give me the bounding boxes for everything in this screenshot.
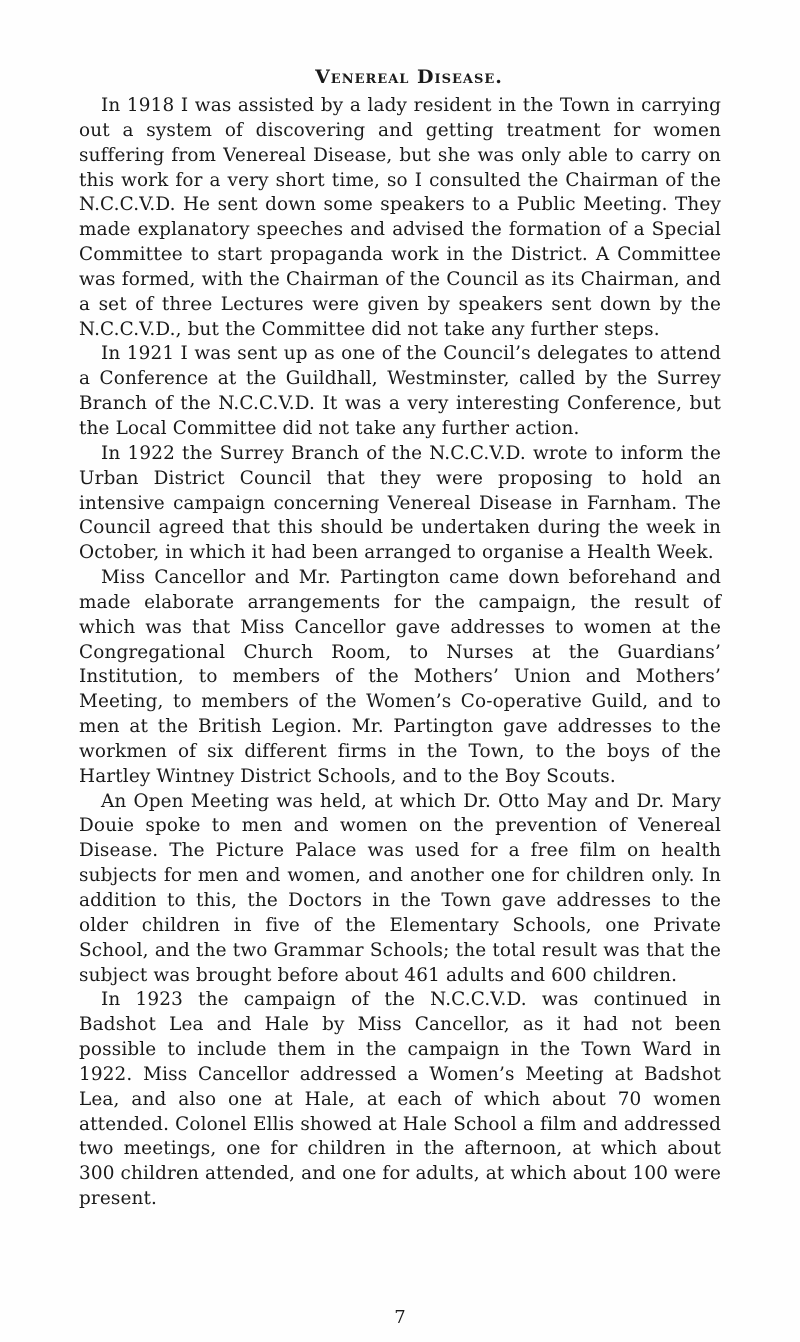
paragraph-open-meeting: An Open Meeting was held, at which Dr. Otto May and Dr. Mary Douie spoke to men and women on the prevention of Venereal Disease. The Picture Palace was used for a free film on health subjects for men and women, and another one for children only. In addition to this, the Doctors in the Town gave addresses to the older children in five of the Elementary Schools, one Private School, and the two Grammar Schools; the total result was that the subject was brought before about 461 adults and 600 children. <box>79 790 721 986</box>
paragraph-campaign-arrangements: Miss Cancellor and Mr. Partington came down beforehand and made elaborate arrangements for the campaign, the result of which was that Miss Cancellor gave addresses to women at the Congregational Church Room, to Nurses at the Guardians’ Institution, to members of the Mothers’ Union and Mothers’ Meeting, to members of the Women’s Co-operative Guild, and to men at the British Legion. Mr. Partington gave addresses to the workmen of six different firms in the Town, to the boys of the Hartley Wintney District Schools, and to the Boy Scouts. <box>79 567 721 787</box>
paragraph-1921: In 1921 I was sent up as one of the Council’s delegates to attend a Conference at the Guildhall, Westminster, called by the Surrey Branch of the N.C.C.V.D. It was a very interesting Conference, but the Local Committee did not take any further action. <box>79 343 721 439</box>
paragraph-1922: In 1922 the Surrey Branch of the N.C.C.V.D. wrote to inform the Urban District Council that they were proposing to hold an intensive campaign concerning Venereal Disease in Farnham. The Council agreed that this should be undertaken during the week in October, in which it had been arranged to organise a Health Week. <box>79 442 721 564</box>
paragraph-1918: In 1918 I was assisted by a lady resident in the Town in carrying out a system of discovering and getting treatment for women suffering from Venereal Disease, but she was only able to carry on this work for a very short time, so I consulted the Chairman of the N.C.C.V.D. He sent down some speakers to a Public Meeting. They made explanatory speeches and advised the formation of a Special Committee to start propaganda work in the District. A Committee was formed, with the Chairman of the Council as its Chairman, and a set of three Lectures were given by speakers sent down by the N.C.C.V.D., but the Committee did not take any further steps. <box>79 95 721 340</box>
page-number: 7 <box>394 1307 406 1328</box>
section-heading: Venereal Disease. <box>315 66 503 88</box>
paragraph-1923: In 1923 the campaign of the N.C.C.V.D. was continued in Badshot Lea and Hale by Miss Cancellor, as it had not been possible to include them in the campaign in the Town Ward in 1922. Miss Cancellor addressed a Women’s Meeting at Badshot Lea, and also one at Hale, at each of which about 70 women attended. Colonel Ellis showed at Hale School a film and addressed two meetings, one for children in the afternoon, at which about 300 children attended, and one for adults, at which about 100 were present. <box>79 989 721 1210</box>
document-page <box>79 62 721 1212</box>
